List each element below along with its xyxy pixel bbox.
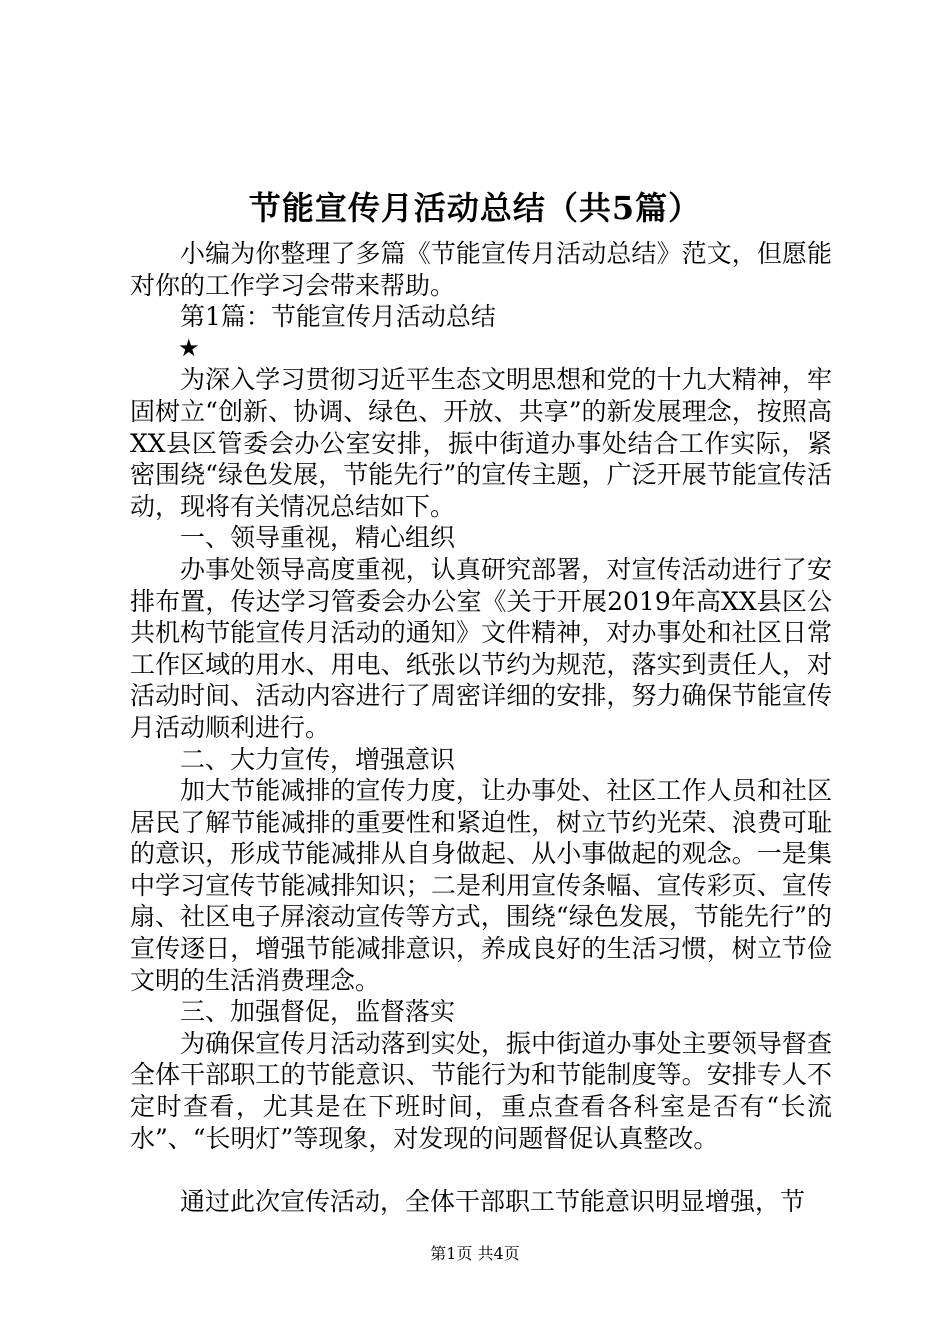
section-heading: 二、大力宣传，增强意识 [180,744,456,774]
document-title: 节能宣传月活动总结（共5篇） [248,189,702,227]
body-paragraph: 为确保宣传月活动落到实处，振中街道办事处主要领导督查全体干部职工的节能意识、节能行为和节能制度等。安排专人不定时查看，尤其是在下班时间，重点查看各科室是否有“长流水”、“长明灯”等现象，对发现的问题督促认真整改。 [130,1028,832,1153]
body-paragraph: 为深入学习贯彻习近平生态文明思想和党的十九大精神，牢固树立“创新、协调、绿色、开放、共享”的新发展理念，按照高XX县区管委会办公室安排，振中街道办事处结合工作实际，紧密围绕“绿色发展，节能先行”的宣传主题，广泛开展节能宣传活动，现将有关情况总结如下。 [130,365,832,521]
star-icon: ★ [178,333,200,362]
chapter-heading: 第1篇：节能宣传月活动总结 [180,302,496,332]
section-heading: 三、加强督促，监督落实 [180,997,456,1027]
intro-paragraph: 小编为你整理了多篇《节能宣传月活动总结》范文，但愿能对你的工作学习会带来帮助。 [130,239,832,300]
section-heading: 一、领导重视，精心组织 [180,523,456,553]
document-body [130,238,832,1217]
body-paragraph: 通过此次宣传活动，全体干部职工节能意识明显增强，节 [180,1186,806,1216]
page-footer: 第1页 共4页 [430,1244,520,1263]
body-paragraph: 加大节能减排的宣传力度，让办事处、社区工作人员和社区居民了解节能减排的重要性和紧迫性，树立节约光荣、浪费可耻的意识，形成节能减排从自身做起、从小事做起的观念。一是集中学习宣传节能减排知识；二是利用宣传条幅、宣传彩页、宣传扇、社区电子屏滚动宣传等方式，围绕“绿色发展，节能先行”的宣传逐日，增强节能减排意识，养成良好的生活习惯，树立节俭文明的生活消费理念。 [130,776,832,995]
body-paragraph: 办事处领导高度重视，认真研究部署，对宣传活动进行了安排布置，传达学习管委会办公室《关于开展2019年高XX县区公共机构节能宣传月活动的通知》文件精神，对办事处和社区日常工作区域的用水、用电、纸张以节约为规范，落实到责任人，对活动时间、活动内容进行了周密详细的安排，努力确保节能宣传月活动顺利进行。 [130,554,832,742]
